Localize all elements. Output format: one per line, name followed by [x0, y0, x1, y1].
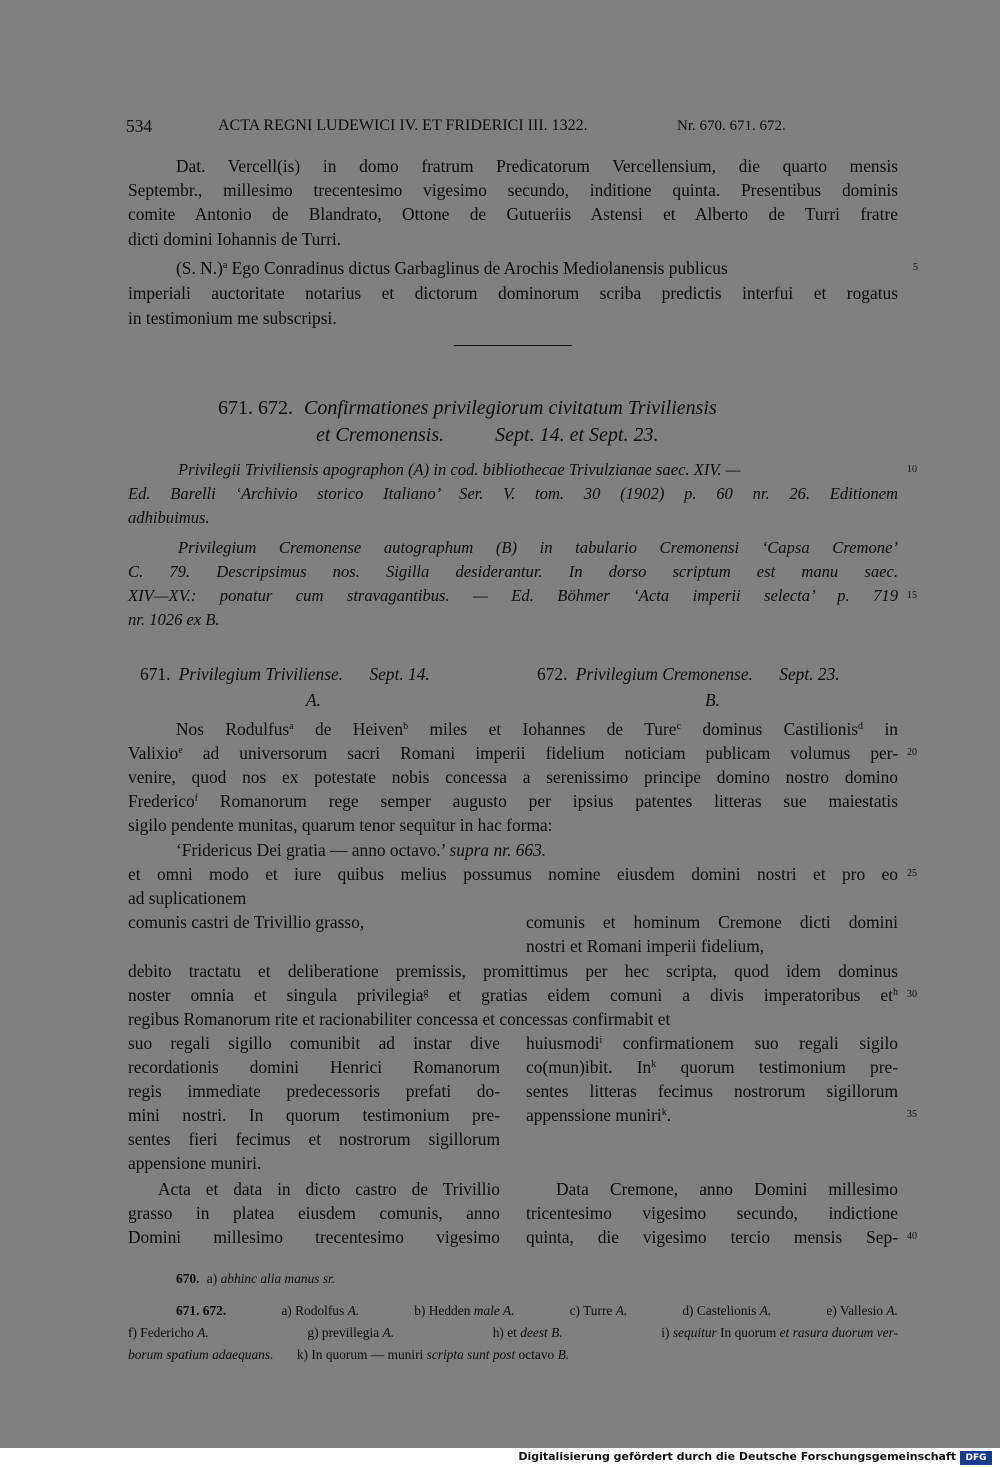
footnote-671-672-row1: [176, 1300, 898, 1322]
left-column-text: mini nostri. In quorum testimonium pre-: [128, 1105, 500, 1125]
footnote-item: a) Rodolfus A.: [281, 1303, 360, 1318]
section-title: Confirmationes privilegiorum civitatum Triviliensis: [304, 397, 717, 419]
footnote-670: [176, 1268, 335, 1290]
text-span: confirmationem suo regali sigilo: [602, 1033, 898, 1053]
source-line: XIV—XV.: ponatur cum stravagantibus. — Ed. Böhmer ‘Acta imperii selecta’ p. 719: [128, 586, 898, 605]
note-ref: g: [423, 987, 429, 998]
text-line: sigilo pendente munitas, quarum tenor sequitur in hac forma:: [128, 815, 553, 835]
text-line: in testimonium me subscripsi.: [128, 308, 337, 328]
footnote-item: i) sequitur In quorum et rasura duorum ver-: [661, 1325, 898, 1340]
text-span: dominus Castilionis: [680, 719, 859, 739]
text-span: ad universorum sacri Romani imperii fidelium noticiam publicam volumus per-: [182, 743, 898, 763]
doc-title: Privilegium Cremonense.: [575, 664, 753, 684]
doc-number: 672.: [537, 664, 568, 684]
footnote-671-672-row3: [128, 1344, 569, 1366]
left-column-text: comunis castri de Trivillio grasso,: [128, 912, 365, 932]
signum-notarii: (S. N.): [176, 258, 223, 278]
right-column-text: Data Cremone, anno Domini millesimo: [556, 1179, 898, 1199]
cross-reference: supra nr. 663.: [449, 840, 547, 860]
right-sigle: B.: [705, 690, 720, 710]
section-heading: [218, 395, 717, 421]
right-column-text: [526, 1031, 898, 1055]
line-number: 30: [907, 989, 917, 1000]
text-span: de Heiven: [293, 719, 404, 739]
separator-rule: [454, 345, 572, 346]
text-span: huiusmodi: [526, 1033, 600, 1053]
footnote-item: g) previllegia A.: [307, 1325, 395, 1340]
right-column-heading: [537, 662, 840, 686]
running-title: ACTA REGNI LUDEWICI IV. ET FRIDERICI III. 1322.: [218, 117, 588, 134]
text-line: [176, 838, 546, 862]
text-span: miles et Iohannes de Ture: [408, 719, 677, 739]
note-ref: i: [599, 1035, 603, 1046]
text-line: [128, 789, 898, 813]
text-line: [176, 717, 898, 741]
line-number: 10: [907, 464, 917, 475]
note-ref: f: [194, 793, 198, 804]
source-line: Ed. Barelli ‘Archivio storico Italiano’ Ser. V. tom. 30 (1902) p. 60 nr. 26. Editionem: [128, 484, 898, 503]
text-span: Romanorum rege semper augusto per ipsius patentes litteras sue maiestatis: [197, 791, 898, 811]
note-ref: k: [651, 1059, 657, 1070]
footnote-item: d) Castelionis A.: [682, 1303, 772, 1318]
note-ref: a: [289, 721, 294, 732]
text-line: dicti domini Iohannis de Turri.: [128, 229, 342, 249]
text-line: ad suplicationem: [128, 888, 247, 908]
right-column-text: quinta, die vigesimo tercio mensis Sep-: [526, 1227, 898, 1247]
dfg-logo: DFG: [960, 1451, 992, 1465]
source-line: Privilegium Cremonense autographum (B) in tabulario Cremonensi ‘Capsa Cremone’: [178, 538, 898, 557]
note-ref: k: [661, 1107, 667, 1118]
text-span: co(mun)ibit. In: [526, 1057, 652, 1077]
note-ref: d: [858, 721, 864, 732]
text-span: quorum testimonium pre-: [656, 1057, 899, 1077]
text-line: regibus Romanorum rite et racionabiliter concessa et concessas confirmabit et: [128, 1009, 671, 1029]
text-line: [128, 741, 898, 765]
text-line: imperiali auctoritate notarius et dictorum dominorum scriba predictis interfui et rogatus: [128, 283, 898, 303]
source-line: Privilegii Triviliensis apographon (A) in cod. bibliothecae Trivulzianae saec. XIV. —: [178, 460, 741, 479]
left-column-text: grasso in platea eiusdem comunis, anno: [128, 1203, 500, 1223]
footnote-text: borum spatium adaequans.: [128, 1347, 274, 1362]
footnote-doc-number: 671. 672.: [176, 1303, 227, 1318]
left-sigle: A.: [306, 690, 321, 710]
line-number: 35: [907, 1109, 917, 1120]
doc-date: Sept. 23.: [779, 664, 840, 684]
left-column-text: recordationis domini Henrici Romanorum: [128, 1057, 500, 1077]
right-column-text: tricentesimo vigesimo secundo, indictione: [526, 1203, 898, 1223]
document-numbers: Nr. 670. 671. 672.: [677, 118, 786, 134]
right-column-text: comunis et hominum Cremone dicti domini: [526, 912, 898, 932]
footnote-item: h) et deest B.: [492, 1325, 563, 1340]
text-line: venire, quod nos ex potestate nobis concessa a serenissimo principe domino nostro domino: [128, 767, 898, 787]
notary-subscription-line: [176, 256, 898, 280]
note-ref: h: [893, 987, 898, 998]
text-span: noster omnia et singula privilegia: [128, 985, 424, 1005]
left-column-text: regis immediate predecessoris prefati do-: [128, 1081, 500, 1101]
line-number: 20: [907, 747, 917, 758]
note-ref: b: [403, 721, 409, 732]
line-number: 5: [913, 262, 918, 273]
left-column-text: appensione muniri.: [128, 1153, 262, 1173]
footnote-item: f) Federicho A.: [128, 1325, 209, 1340]
text-line: [128, 983, 898, 1007]
note-ref: a: [222, 260, 228, 271]
footnote-item: k) In quorum — muniri scripta sunt post octavo B.: [296, 1347, 570, 1362]
section-title: et Cremonensis.: [316, 424, 445, 446]
note-ref: c: [676, 721, 681, 732]
left-column-text: Acta et data in dicto castro de Trivillio: [158, 1179, 500, 1199]
text-span: et gratias eidem comuni a divis imperatoribus et: [428, 985, 893, 1005]
footnote-item: c) Turre A.: [569, 1303, 628, 1318]
source-line: nr. 1026 ex B.: [128, 610, 220, 629]
footnote-671-672-row2: [128, 1322, 898, 1344]
footnote-sigle: a): [206, 1271, 218, 1286]
doc-number: 671.: [140, 664, 171, 684]
section-dates: Sept. 14. et Sept. 23.: [495, 424, 659, 446]
left-column-text: sentes fieri fecimus et nostrorum sigillorum: [128, 1129, 500, 1149]
source-line: adhibuimus.: [128, 508, 210, 527]
footnote-text: abhinc alia manus sr.: [220, 1271, 336, 1286]
section-heading-line2: [316, 422, 658, 448]
text-span: appenssione muniri: [526, 1105, 662, 1125]
text-span: ‘Fridericus Dei gratia — anno octavo.’: [176, 840, 446, 860]
text-span: .: [666, 1105, 672, 1125]
line-number: 15: [907, 590, 917, 601]
page-number: 534: [126, 116, 153, 136]
line-number: 25: [907, 868, 917, 879]
footnote-item: b) Hedden male A.: [414, 1303, 515, 1318]
text-line: Dat. Vercell(is) in domo fratrum Predicatorum Vercellensium, die quarto mensis: [176, 156, 898, 176]
footnote-doc-number: 670.: [176, 1271, 200, 1286]
funding-footer: [0, 1448, 1000, 1468]
text-span: Nos Rodulfus: [176, 719, 290, 739]
section-numbers: 671. 672.: [218, 397, 293, 419]
text-line: debito tractatu et deliberatione premissis, promittimus per hec scripta, quod idem dominus: [128, 961, 898, 981]
right-column-text: [526, 1055, 898, 1079]
doc-date: Sept. 14.: [369, 664, 430, 684]
left-column-text: Domini millesimo trecentesimo vigesimo: [128, 1227, 500, 1247]
text-span: Ego Conradinus dictus Garbaglinus de Arochis Mediolanensis publicus: [227, 258, 728, 278]
note-ref: e: [178, 745, 183, 756]
right-column-text: sentes litteras fecimus nostrorum sigillorum: [526, 1081, 898, 1101]
text-line: comite Antonio de Blandrato, Ottone de Gutueriis Astensi et Alberto de Turri fratre: [128, 204, 898, 224]
doc-title: Privilegium Triviliense.: [178, 664, 344, 684]
source-line: C. 79. Descripsimus nos. Sigilla desiderantur. In dorso scriptum est manu saec.: [128, 562, 898, 581]
right-column-text: [526, 1103, 671, 1127]
left-column-text: suo regali sigillo comunibit ad instar dive: [128, 1033, 500, 1053]
text-span: Valixio: [128, 743, 179, 763]
footnote-item: e) Vallesio A.: [826, 1303, 898, 1318]
funding-text: Digitalisierung gefördert durch die Deutsche Forschungsgemeinschaft: [518, 1450, 956, 1463]
right-column-text: nostri et Romani imperii fidelium,: [526, 936, 765, 956]
text-line: Septembr., millesimo trecentesimo vigesimo secundo, inditione quinta. Presentibus dominis: [128, 180, 898, 200]
text-line: et omni modo et iure quibus melius possumus nomine eiusdem domini nostri et pro eo: [128, 864, 898, 884]
left-column-heading: [140, 662, 430, 686]
line-number: 40: [907, 1231, 917, 1242]
text-span: in: [863, 719, 898, 739]
text-span: Frederico: [128, 791, 195, 811]
